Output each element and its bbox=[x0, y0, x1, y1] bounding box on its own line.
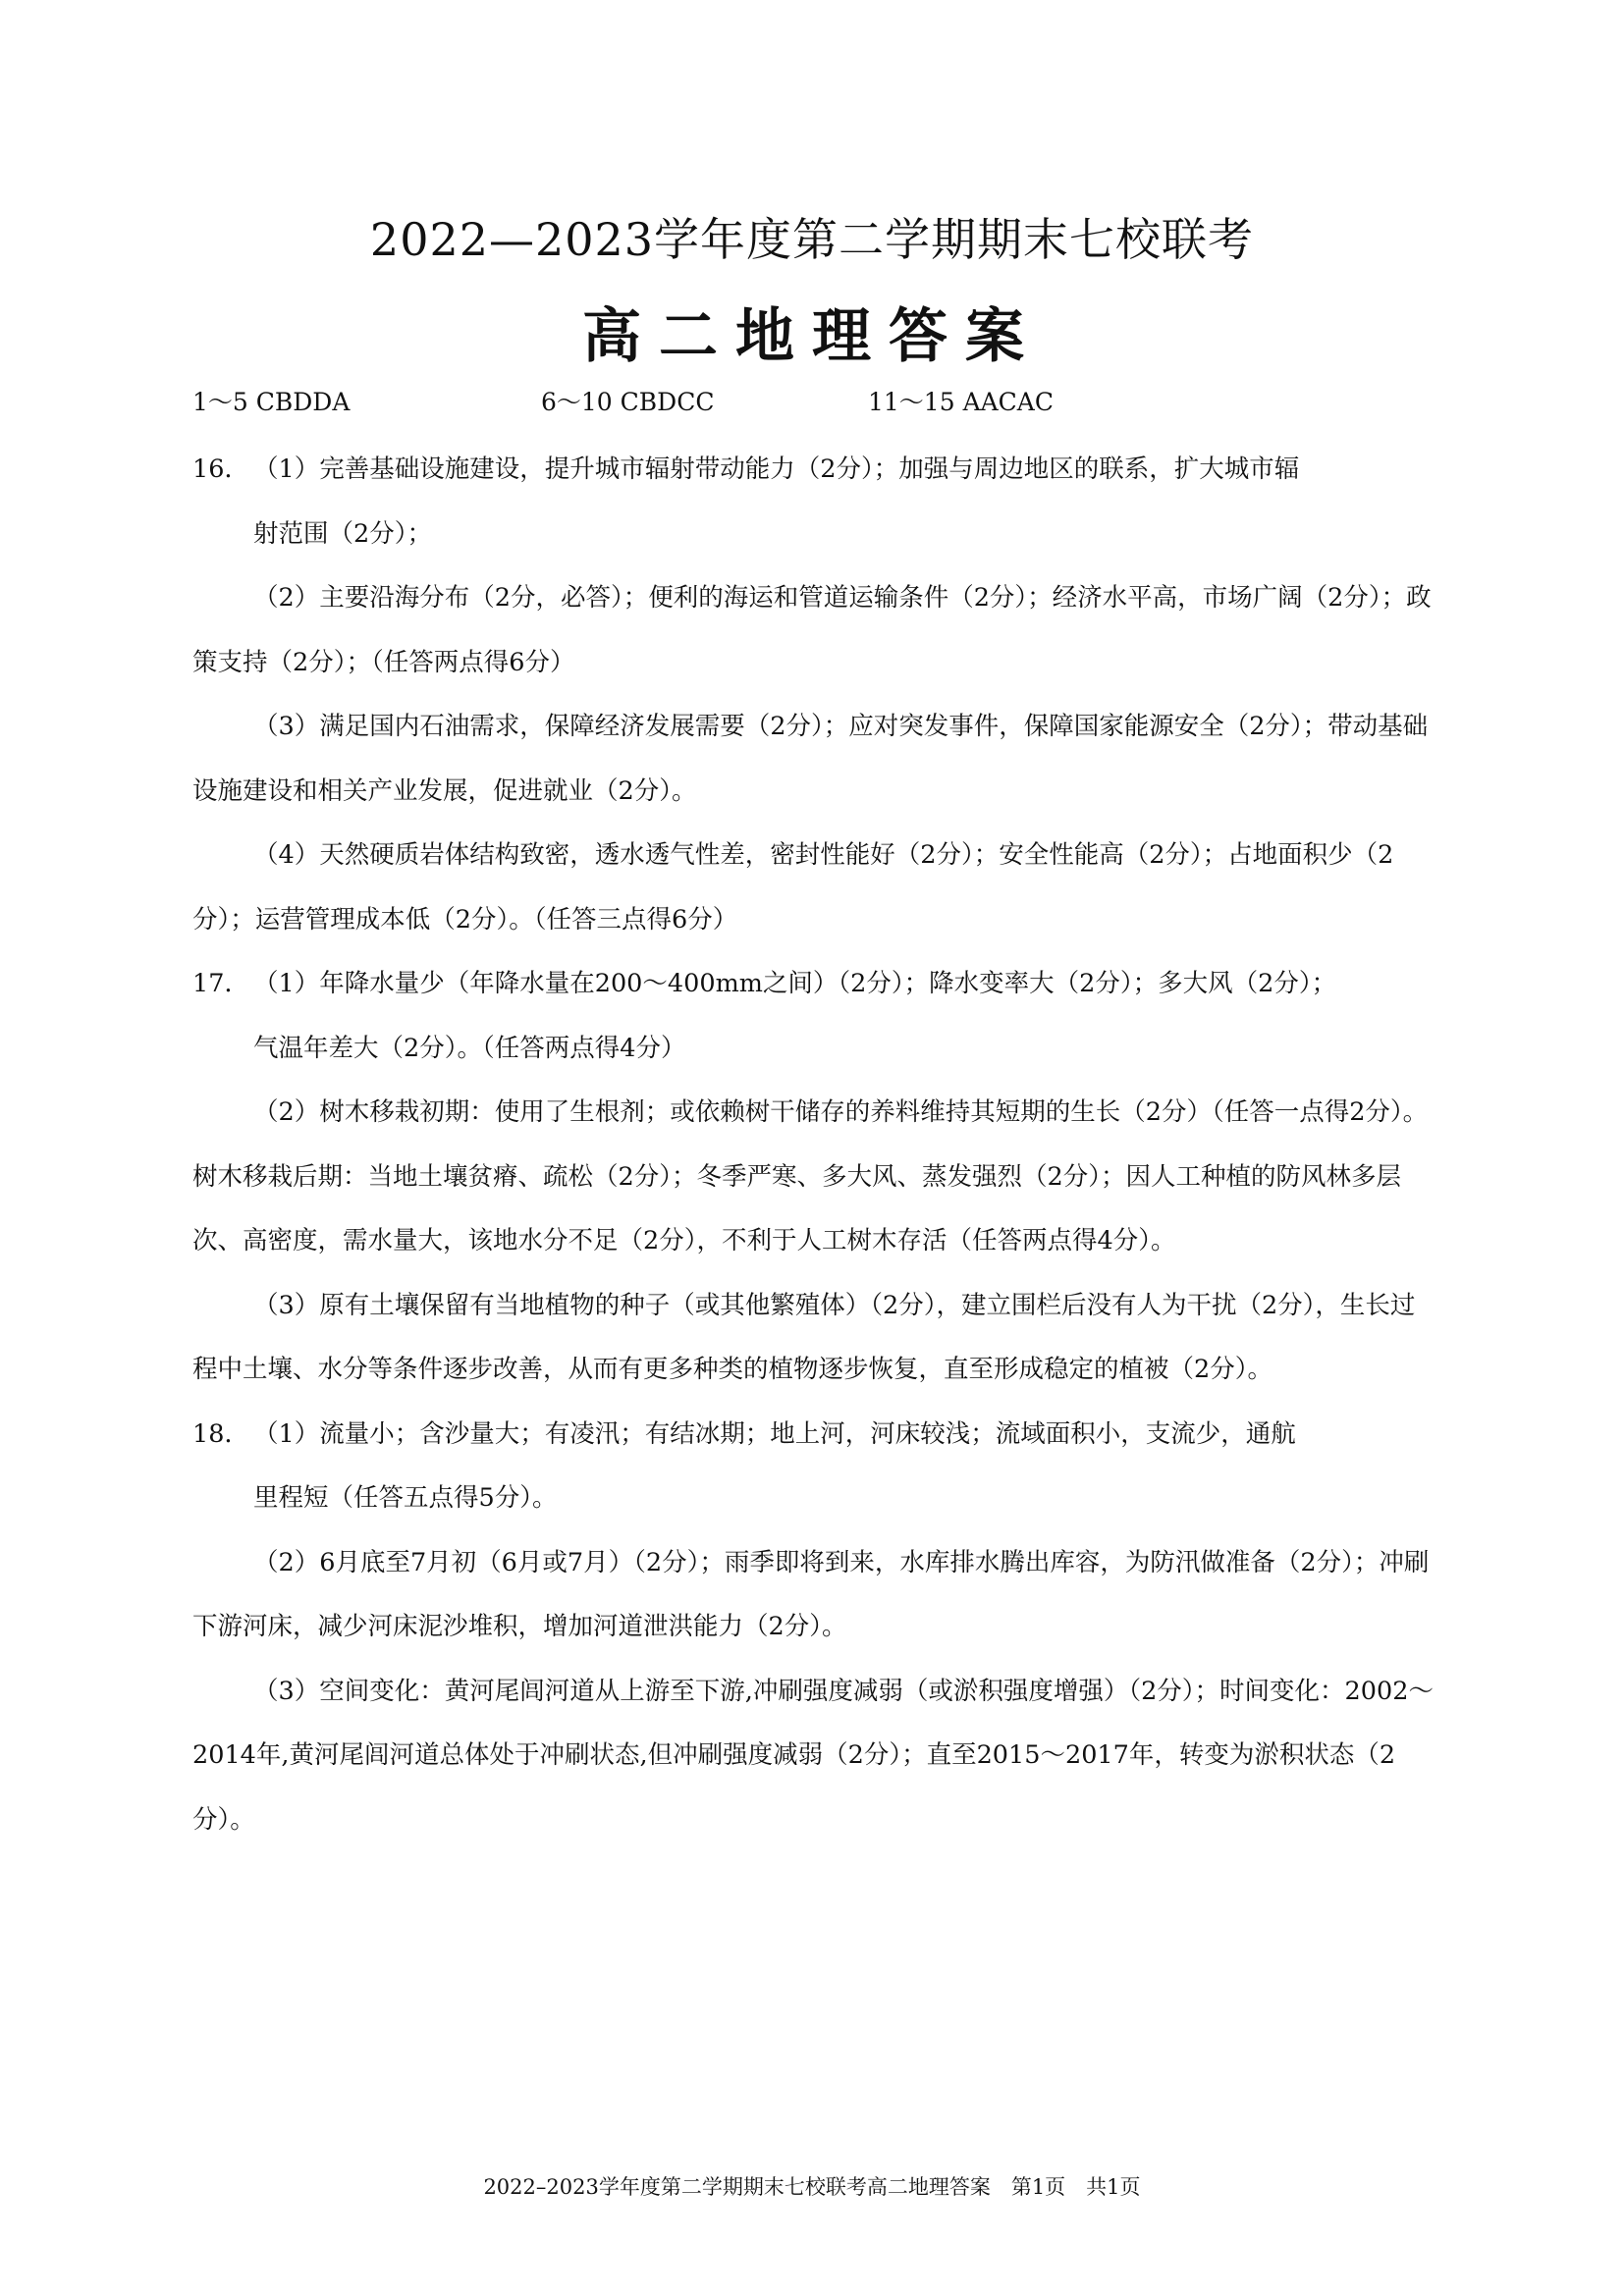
q18-part1-line2: 里程短（任答五点得5分）。 bbox=[253, 1483, 558, 1513]
question-number: 17． bbox=[192, 969, 249, 998]
answer-text: （1）完善基础设施建设，提升城市辐射带动能力（2分）；加强与周边地区的联系，扩大城市辐 bbox=[253, 454, 1300, 484]
q18-part3: （3）空间变化：黄河尾闾河道从上游至下游,冲刷强度减弱（或淤积强度增强）（2分）；时间变化：2002～2014年,黄河尾闾河道总体处于冲刷状态,但冲刷强度减弱（2分）；直至2015～2017年，转变为淤积状态（2分）。 bbox=[192, 1676, 1434, 1835]
mc-group-1: 1～5 CBDDA bbox=[192, 388, 351, 416]
q17-part1-line1 bbox=[192, 952, 1439, 1017]
q16-part1-line1 bbox=[192, 438, 1439, 503]
q16-part3: （3）满足国内石油需求，保障经济发展需要（2分）；应对突发事件，保障国家能源安全（2分）；带动基础设施建设和相关产业发展，促进就业（2分）。 bbox=[192, 712, 1429, 806]
q17-part3: （3）原有土壤保留有当地植物的种子（或其他繁殖体）（2分），建立围栏后没有人为干扰（2分），生长过程中土壤、水分等条件逐步改善，从而有更多种类的植物逐步恢复，直至形成稳定的植被（2分）。 bbox=[192, 1290, 1416, 1384]
q17-part1-line2: 气温年差大（2分）。（任答两点得4分） bbox=[253, 1033, 686, 1063]
q16-part4: （4）天然硬质岩体结构致密，透水透气性差，密封性能好（2分）；安全性能高（2分）；占地面积少（2分）；运营管理成本低（2分）。（任答三点得6分） bbox=[192, 840, 1394, 934]
multiple-choice-answers bbox=[192, 383, 1054, 418]
page-footer: 2022–2023学年度第二学期期末七校联考高二地理答案 第1页 共1页 bbox=[483, 2175, 1141, 2199]
q16-part2: （2）主要沿海分布（2分，必答）；便利的海运和管道运输条件（2分）；经济水平高，市场广阔（2分）；政策支持（2分）；（任答两点得6分） bbox=[192, 583, 1432, 677]
question-number: 18． bbox=[192, 1418, 249, 1449]
answer-text: （1）流量小；含沙量大；有凌汛；有结冰期；地上河，河床较浅；流域面积小，支流少，通航 bbox=[253, 1418, 1296, 1449]
page-subtitle: 高二地理答案 bbox=[582, 302, 1042, 371]
question-number: 16． bbox=[192, 454, 249, 484]
answer-content bbox=[192, 438, 1439, 1852]
q18-part2: （2）6月底至7月初（6月或7月）（2分）；雨季即将到来，水库排水腾出库容，为防汛做准备（2分）；冲刷下游河床，减少河床泥沙堆积，增加河道泄洪能力（2分）。 bbox=[192, 1547, 1430, 1641]
answer-text: （1）年降水量少（年降水量在200～400mm之间）（2分）；降水变率大（2分）；多大风（2分）； bbox=[253, 969, 1337, 998]
page-title: 2022—2023学年度第二学期期末七校联考 bbox=[369, 213, 1255, 266]
q18-part1-line1 bbox=[192, 1403, 1439, 1468]
q16-part1-line2: 射范围（2分）； bbox=[253, 518, 432, 549]
q17-part2: （2）树木移栽初期：使用了生根剂；或依赖树干储存的养料维持其短期的生长（2分）（任答一点得2分）。树木移栽后期：当地土壤贫瘠、疏松（2分）；冬季严寒、多大风、蒸发强烈（2分）；因人工种植的防风林多层次、高密度，需水量大，该地水分不足（2分），不利于人工树木存活（任答两点得4分）。 bbox=[192, 1097, 1429, 1255]
mc-group-2: 6～10 CBDCC bbox=[541, 388, 715, 416]
mc-group-3: 11～15 AACAC bbox=[868, 388, 1054, 416]
